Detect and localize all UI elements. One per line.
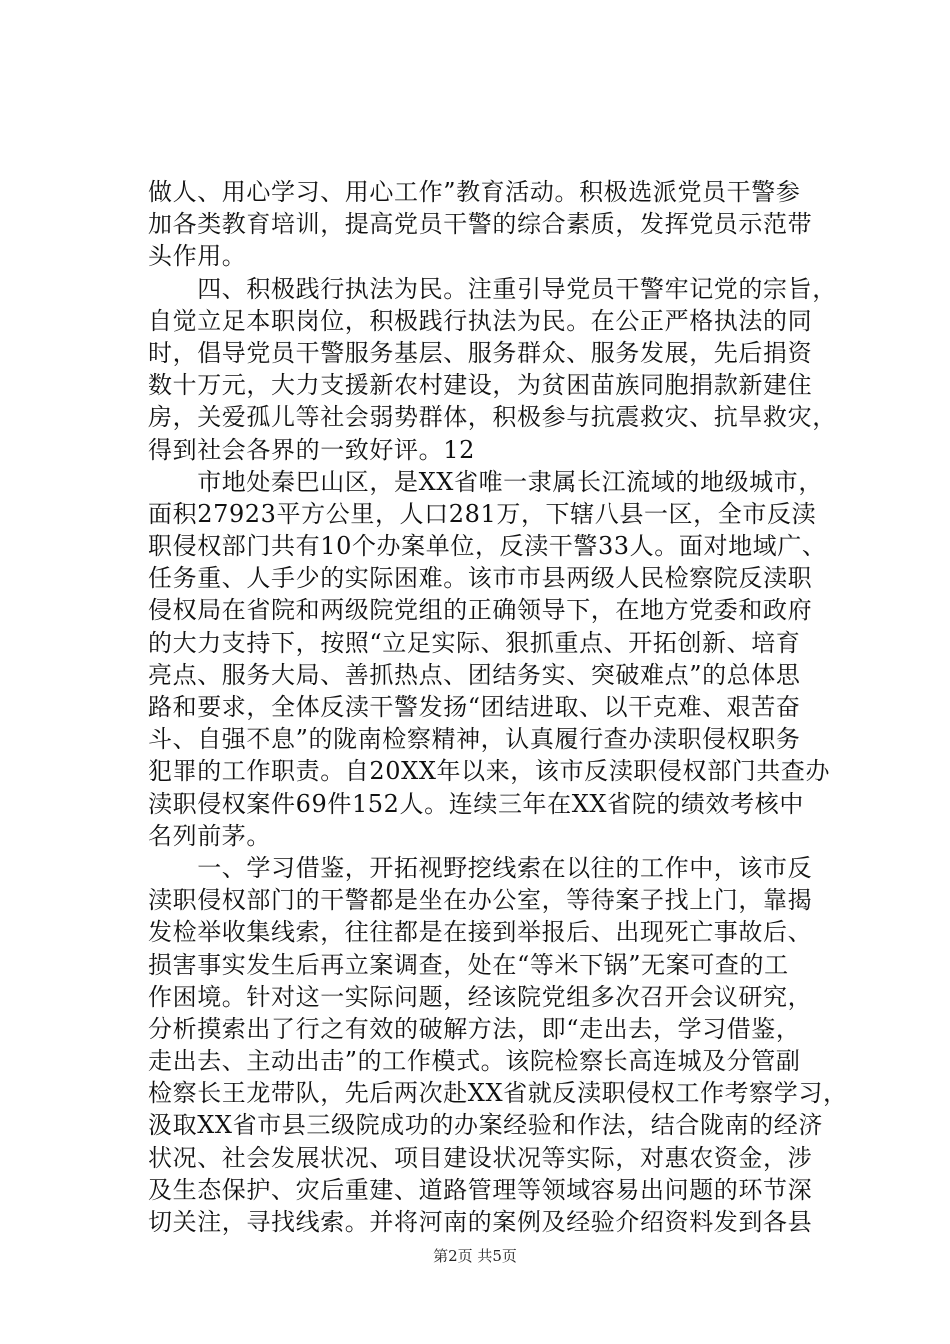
text-line: 市地处秦巴山区，是XX省唯一隶属长江流域的地级城市，: [148, 467, 823, 496]
body-text: [148, 176, 848, 1238]
text-line: 做人、用心学习、用心工作”教育活动。积极选派党员干警参: [148, 178, 801, 206]
text-line: 数十万元，大力支援新农村建设，为贫困苗族同胞捐款新建住: [148, 371, 813, 400]
text-line: 斗、自强不息”的陇南检察精神，认真履行查办渎职侵权职务: [148, 725, 801, 754]
text-line: 发检举收集线索，往往都是在接到举报后、出现死亡事故后、: [148, 918, 813, 947]
page-number: 第2页 共5页: [433, 1247, 517, 1265]
text-line: 侵权局在省院和两级院党组的正确领导下，在地方党委和政府: [148, 596, 813, 625]
text-line: 犯罪的工作职责。自20XX年以来，该市反渎职侵权部门共查办: [148, 757, 831, 786]
text-line: 加各类教育培训，提高党员干警的综合素质，发挥党员示范带: [148, 210, 813, 239]
text-line: 时，倡导党员干警服务基层、服务群众、服务发展，先后捐资: [148, 338, 813, 367]
text-line: 损害事实发生后再立案调查，处在“等米下锅”无案可查的工: [148, 950, 789, 979]
text-line: 亮点、服务大局、善抓热点、团结务实、突破难点”的总体思: [148, 660, 801, 689]
text-line: 分析摸索出了行之有效的破解方法，即“走出去，学习借鉴，: [148, 1014, 801, 1043]
text-line: 得到社会各界的一致好评。12: [148, 435, 475, 464]
text-line: 走出去、主动出击”的工作模式。该院检察长高连城及分管副: [148, 1047, 801, 1076]
text-line: 的大力支持下，按照“立足实际、狠抓重点、开拓创新、培育: [148, 628, 801, 657]
text-line: 及生态保护、灾后重建、道路管理等领域容易出问题的环节深: [148, 1175, 813, 1204]
text-line: 汲取XX省市县三级院成功的办案经验和作法，结合陇南的经济: [148, 1111, 823, 1140]
text-line: 一、学习借鉴，开拓视野挖线索在以往的工作中，该市反: [148, 853, 813, 882]
text-line: 切关注，寻找线索。并将河南的案例及经验介绍资料发到各县: [148, 1208, 813, 1236]
text-line: 渎职侵权部门的干警都是坐在办公室，等待案子找上门，靠揭: [148, 886, 813, 915]
text-line: 状况、社会发展状况、项目建设状况等实际，对惠农资金，涉: [148, 1143, 813, 1172]
text-line: 面积27923平方公里，人口281万，下辖八县一区，全市反渎: [148, 499, 817, 528]
text-line: 职侵权部门共有10个办案单位，反渎干警33人。面对地域广、: [148, 532, 827, 561]
text-line: 作困境。针对这一实际问题，经该院党组多次召开会议研究，: [148, 982, 813, 1011]
text-line: 名列前茅。: [148, 821, 271, 850]
text-line: 头作用。: [148, 242, 247, 271]
text-line: 任务重、人手少的实际困难。该市市县两级人民检察院反渎职: [148, 564, 813, 593]
text-line: 四、积极践行执法为民。注重引导党员干警牢记党的宗旨，: [148, 274, 837, 303]
text-line: 自觉立足本职岗位，积极践行执法为民。在公正严格执法的同: [148, 306, 813, 335]
text-line: 检察长王龙带队，先后两次赴XX省就反渎职侵权工作考察学习，: [148, 1079, 848, 1108]
page-footer: [0, 1245, 950, 1266]
text-line: 渎职侵权案件69件152人。连续三年在XX省院的绩效考核中: [148, 789, 804, 818]
text-line: 路和要求，全体反渎干警发扬“团结进取、以干克难、艰苦奋: [148, 693, 801, 721]
text-line: 房，关爱孤儿等社会弱势群体，积极参与抗震救灾、抗旱救灾，: [148, 403, 837, 432]
